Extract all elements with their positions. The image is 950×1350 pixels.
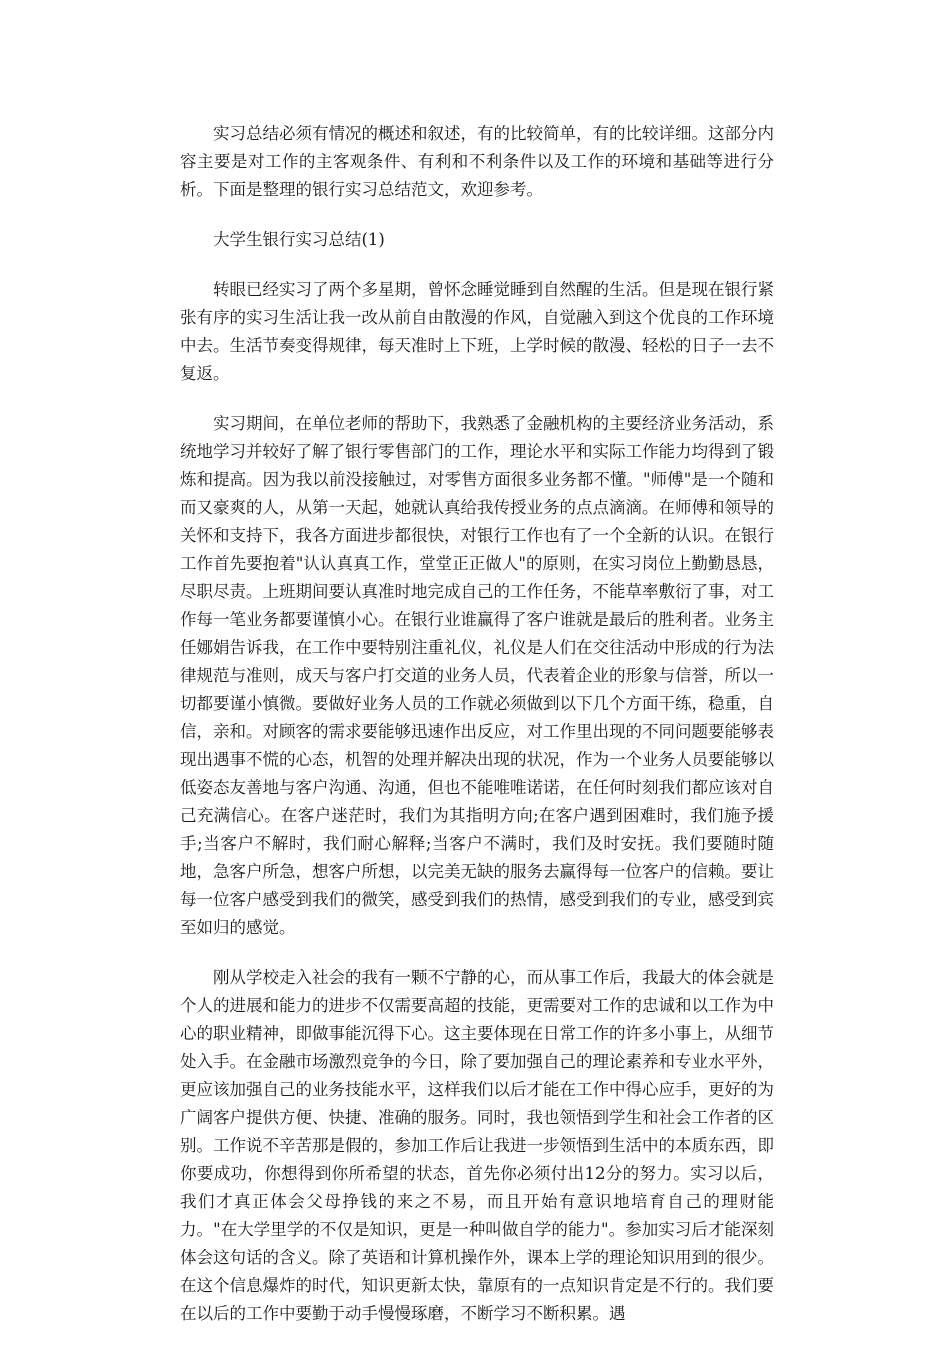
body-paragraph-1: 转眼已经实习了两个多星期，曾怀念睡觉睡到自然醒的生活。但是现在银行紧张有序的实习生活让我一改从前自由散漫的作风，自觉融入到这个优良的工作环境中去。生活节奏变得规律，每天准时上下班，上学时候的散漫、轻松的日子一去不复返。 xyxy=(180,280,774,383)
body-paragraph-3: 刚从学校走入社会的我有一颗不宁静的心，而从事工作后，我最大的体会就是个人的进展和能力的进步不仅需要高超的技能，更需要对工作的忠诚和以工作为中心的职业精神，即做事能沉得下心。这主要体现在日常工作的许多小事上，从细节处入手。在金融市场激烈竞争的今日，除了要加强自己的理论素养和专业水平外，更应该加强自己的业务技能水平，这样我们以后才能在工作中得心应手，更好的为广阔客户提供方便、快捷、准确的服务。同时，我也领悟到学生和社会工作者的区别。工作说不辛苦那是假的，参加工作后让我进一步领悟到生活中的本质东西，即你要成功，你想得到你所希望的状态，首先你必须付出12分的努力。实习以后，我们才真正体会父母挣钱的来之不易，而且开始有意识地培育自己的理财能力。"在大学里学的不仅是知识，更是一种叫做自学的能力"。参加实习后才能深刻体会这句话的含义。除了英语和计算机操作外，课本上学的理论知识用到的很少。在这个信息爆炸的时代，知识更新太快，靠原有的一点知识肯定是不行的。我们要在以后的工作中要勤于动手慢慢琢磨，不断学习不断积累。遇 xyxy=(180,968,774,1323)
intro-paragraph: 实习总结必须有情况的概述和叙述，有的比较简单，有的比较详细。这部分内容主要是对工作的主客观条件、有利和不利条件以及工作的环境和基础等进行分析。下面是整理的银行实习总结范文，欢迎参考。 xyxy=(180,124,774,199)
body-paragraph-2: 实习期间，在单位老师的帮助下，我熟悉了金融机构的主要经济业务活动，系统地学习并较好了解了银行零售部门的工作，理论水平和实际工作能力均得到了锻炼和提高。因为我以前没接触过，对零售方面很多业务都不懂。"师傅"是一个随和而又豪爽的人，从第一天起，她就认真给我传授业务的点点滴滴。在师傅和领导的关怀和支持下，我各方面进步都很快，对银行工作也有了一个全新的认识。在银行工作首先要抱着"认认真真工作，堂堂正正做人"的原则，在实习岗位上勤勤恳恳，尽职尽责。上班期间要认真准时地完成自己的工作任务，不能草率敷衍了事，对工作每一笔业务都要谨慎小心。在银行业谁赢得了客户谁就是最后的胜利者。业务主任娜娟告诉我，在工作中要特别注重礼仪，礼仪是人们在交往活动中形成的行为法律规范与准则，成天与客户打交道的业务人员，代表着企业的形象与信誉，所以一切都要谨小慎微。要做好业务人员的工作就必须做到以下几个方面干练，稳重，自信，亲和。对顾客的需求要能够迅速作出反应，对工作里出现的不同问题要能够表现出遇事不慌的心态，机智的处理并解决出现的状况，作为一个业务人员要能够以低姿态友善地与客户沟通、沟通，但也不能唯唯诺诺，在任何时刻我们都应该对自己充满信心。在客户迷茫时，我们为其指明方向;在客户遇到困难时，我们施予援手;当客户不解时，我们耐心解释;当客户不满时，我们及时安抚。我们要随时随地，急客户所急，想客户所想，以完美无缺的服务去赢得每一位客户的信赖。要让每一位客户感受到我们的微笑，感受到我们的热情，感受到我们的专业，感受到宾至如归的感觉。 xyxy=(180,414,774,937)
document-body xyxy=(180,120,774,1350)
section-title: 大学生银行实习总结(1) xyxy=(213,230,385,249)
